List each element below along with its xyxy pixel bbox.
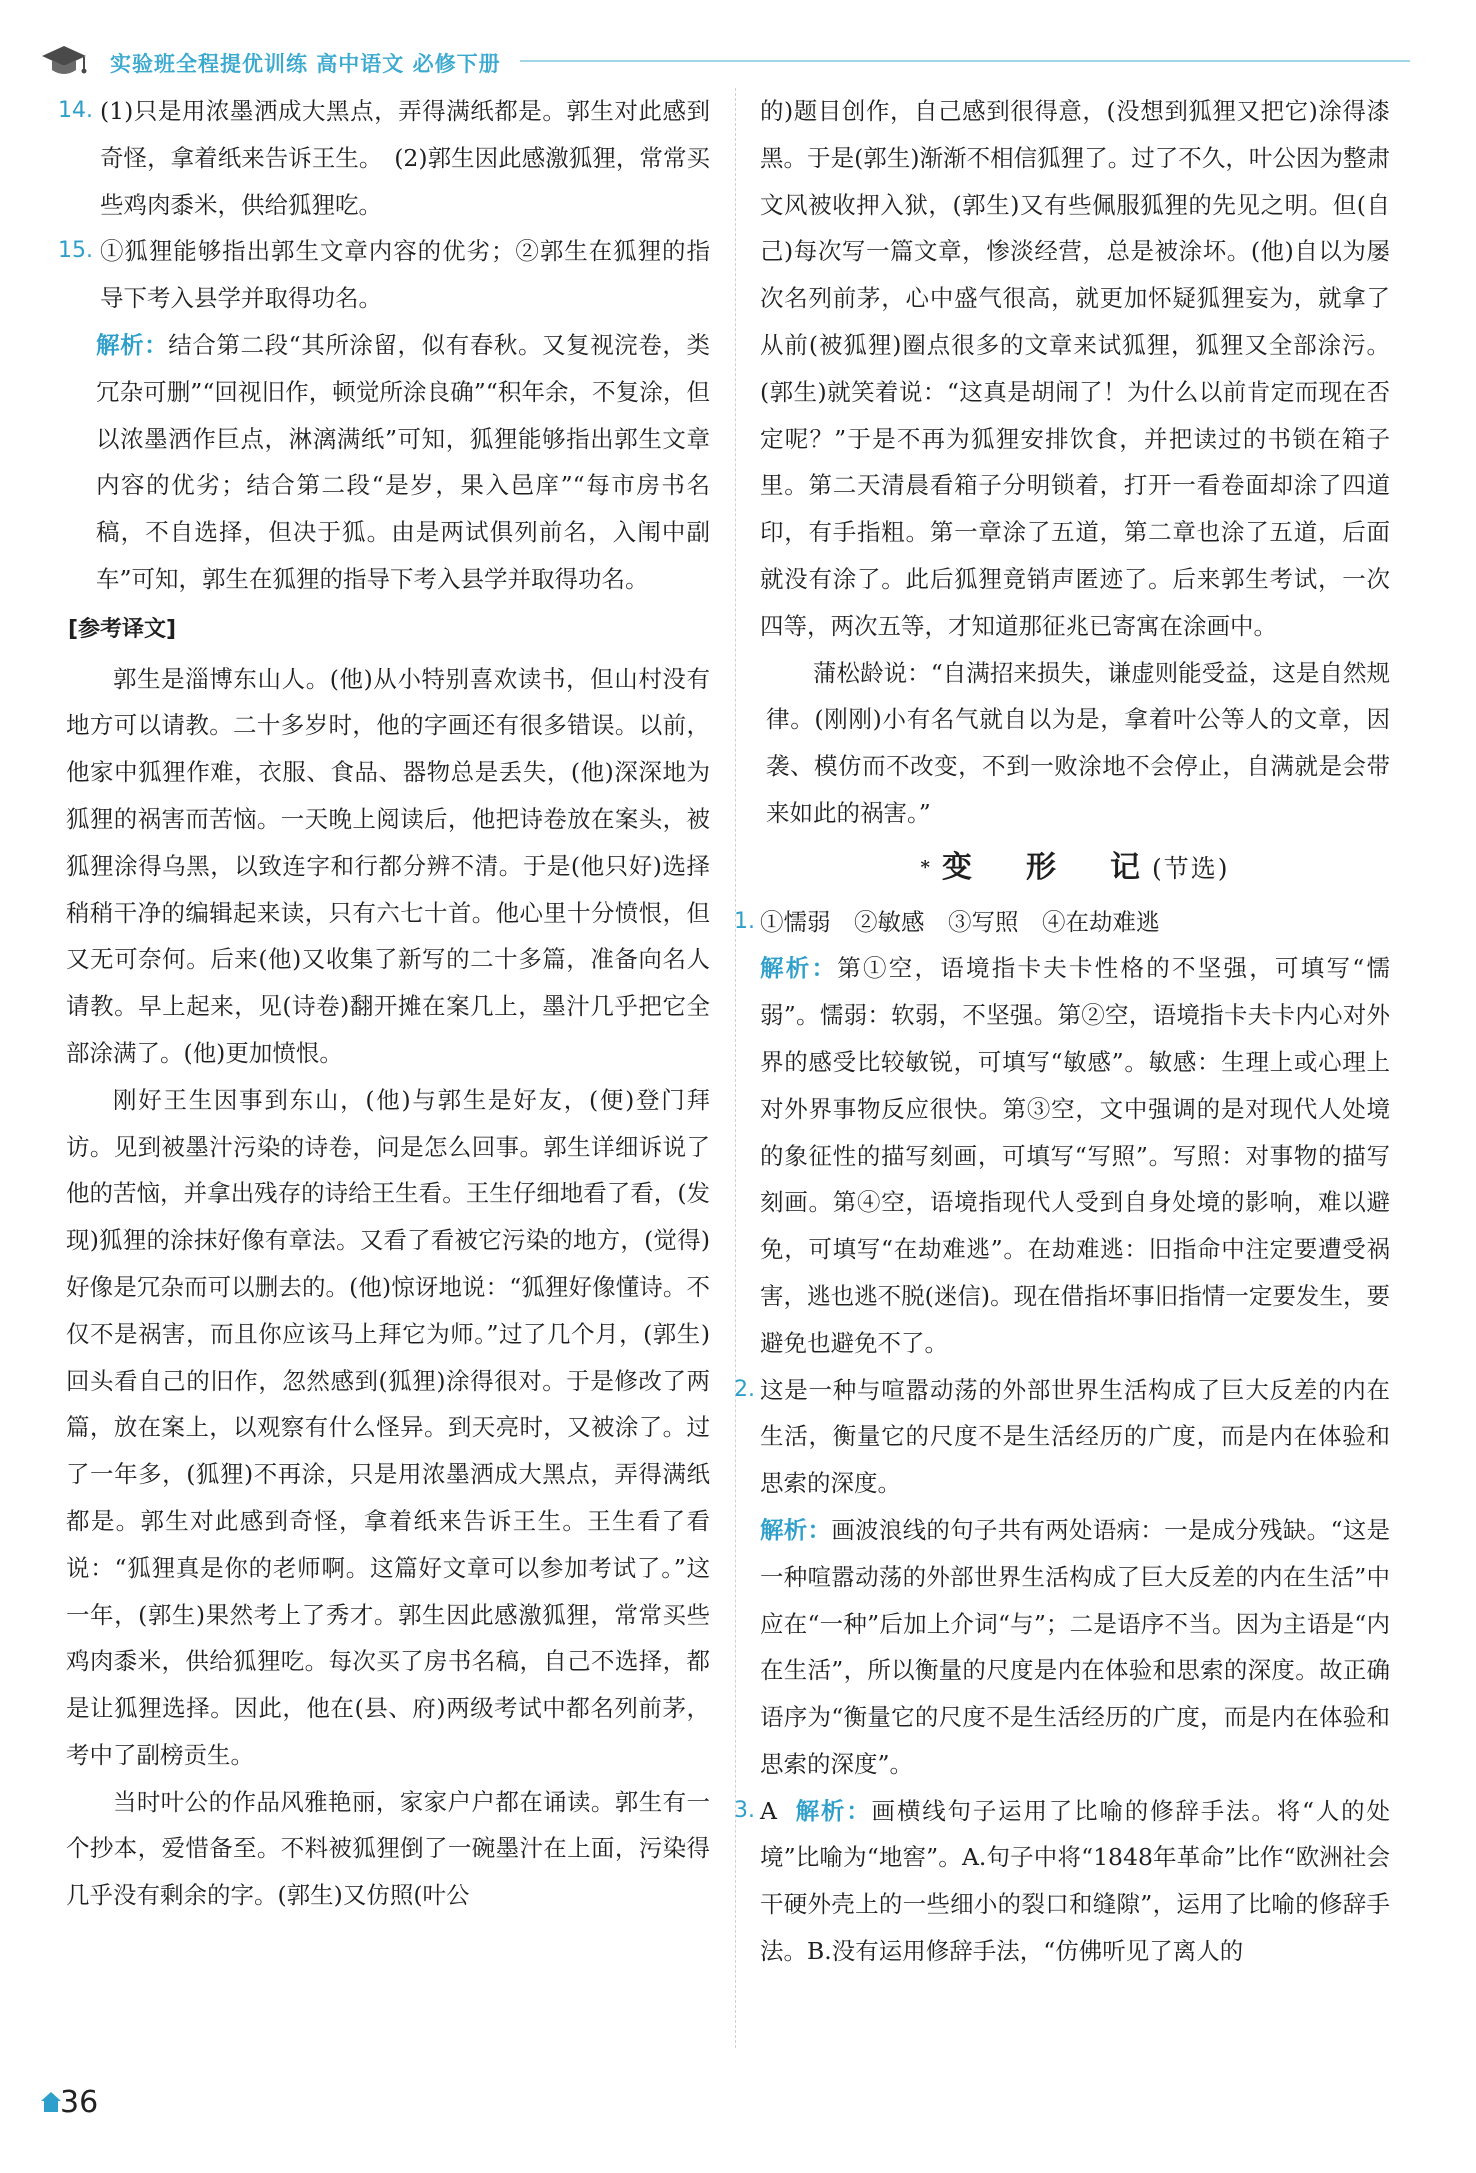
analysis-text: 画横线句子运用了比喻的修辞手法。将“人的处境”比喻为“地窖”。A.句子中将“1848年革命”比作“欧洲社会干硬外壳上的一些细小的裂口和缝隙”，运用了比喻的修辞手法。B.没有运用修辞手法，“仿佛听见了离人的	[760, 1796, 1390, 1966]
answer-number: 14.	[58, 98, 93, 123]
analysis-text: 第①空，语境指卡夫卡性格的不坚强，可填写“懦弱”。懦弱：软弱，不坚强。第②空，语境指卡夫卡内心对外界的感受比较敏锐，可填写“敏感”。敏感：生理上或心理上对外界事物反应很快。第③空，文中强调的是对现代人处境的象征性的描写刻画，可填写“写照”。写照：对事物的描写刻画。第④空，语境指现代人受到自身处境的影响，难以避免，可填写“在劫难逃”。在劫难逃：旧指命中注定要遭受祸害，逃也逃不脱(迷信)。现在借指坏事旧指情一定要发生，要避免也避免不了。	[760, 954, 1390, 1357]
analysis-label: 解析：	[96, 330, 169, 359]
analysis-1	[760, 945, 1390, 1366]
answer-14	[60, 88, 710, 228]
header-rule	[520, 60, 1410, 62]
column-divider	[735, 88, 736, 2048]
answer-1	[734, 899, 1390, 946]
answer-3	[734, 1788, 1390, 1975]
answer-2	[734, 1367, 1390, 1507]
translation-paragraph: 郭生是淄博东山人。(他)从小特别喜欢读书，但山村没有地方可以请教。二十多岁时，他的字画还有很多错误。以前，他家中狐狸作难，衣服、食品、器物总是丢失，(他)深深地为狐狸的祸害而苦恼。一天晚上阅读后，他把诗卷放在案头，被狐狸涂得乌黑，以致连字和行都分辨不清。于是(他只好)选择稍稍干净的编辑起来读，只有六七十首。他心里十分愤恨，但又无可奈何。后来(他)又收集了新写的二十多篇，准备向名人请教。早上起来，见(诗卷)翻开摊在案几上，墨汁几乎把它全部涂满了。(他)更加愤恨。	[66, 664, 710, 1067]
answer-text: ①懦弱 ②敏感 ③写照 ④在劫难逃	[760, 907, 1160, 936]
right-column	[734, 88, 1391, 1975]
analysis-2	[760, 1507, 1390, 1788]
answer-text: ①狐狸能够指出郭生文章内容的优劣；②郭生在狐狸的指导下考入县学并取得功名。	[100, 237, 710, 313]
translation-paragraph: 蒲松龄说：“自满招来损失，谦虚则能受益，这是自然规律。(刚刚)小有名气就自以为是，拿着叶公等人的文章，因袭、模仿而不改变，不到一败涂地不会停止，自满就是会带来如此的祸害。”	[766, 658, 1390, 827]
analysis-text: 画波浪线的句子共有两处语病：一是成分残缺。“这是一种喧嚣动荡的外部世界生活构成了巨大反差的内在生活”中应在“一种”后加上介词“与”；二是语序不当。因为主语是“内在生活”，所以衡量的尺度是内在体验和思索的深度。故正确语序为“衡量它的尺度不是生活经历的广度，而是内在体验和思索的深度”。	[760, 1515, 1391, 1778]
page-number: 36	[60, 2085, 99, 2120]
analysis-label: 解析：	[795, 1796, 872, 1825]
section-title	[760, 845, 1390, 893]
analysis-15	[60, 322, 710, 603]
section-title-text: 变 形 记	[941, 849, 1152, 885]
answer-text: (1)只是用浓墨洒成大黑点，弄得满纸都是。郭生对此感到奇怪，拿着纸来告诉王生。 (2)郭生因此感激狐狸，常常买些鸡肉黍米，供给狐狸吃。	[100, 97, 710, 219]
answer-number: 1.	[734, 908, 755, 934]
analysis-label: 解析：	[760, 1515, 832, 1544]
series-title: 实验班全程提优训练 高中语文 必修下册	[110, 52, 501, 76]
section-subtitle: (节选)	[1151, 853, 1230, 883]
reference-translation-label: [参考译文]	[68, 616, 177, 642]
analysis-text: 结合第二段“其所涂留，似有春秋。又复视浣卷，类冗杂可删”“回视旧作，顿觉所涂良确”“积年余，不复涂，但以浓墨洒作巨点，淋漓满纸”可知，狐狸能够指出郭生文章内容的优劣；结合第二段“是岁，果入邑庠”“每市房书名稿，不自选择，但决于狐。由是两试俱列前名，入闱中副车”可知，郭生在狐狸的指导下考入县学并取得功名。	[96, 330, 711, 593]
left-column	[60, 88, 710, 1919]
house-icon	[40, 2091, 62, 2113]
answer-number: 2.	[734, 1376, 755, 1402]
answer-number: 3.	[734, 1797, 755, 1823]
answer-number: 15.	[58, 238, 93, 264]
section-star: *	[920, 856, 942, 878]
page-header	[40, 42, 1410, 82]
answer-choice: A	[760, 1796, 777, 1825]
translation-paragraph: 刚好王生因事到东山，(他)与郭生是好友，(便)登门拜访。见到被墨汁污染的诗卷，问是怎么回事。郭生详细诉说了他的苦恼，并拿出残存的诗给王生看。王生仔细地看了看，(发现)狐狸的涂抹好像有章法。又看了看被它污染的地方，(觉得)好像是冗杂而可以删去的。(他)惊讶地说：“狐狸好像懂诗。不仅不是祸害，而且你应该马上拜它为师。”过了几个月，(郭生)回头看自己的旧作，忽然感到(狐狸)涂得很对。于是修改了两篇，放在案上，以观察有什么怪异。到天亮时，又被涂了。过了一年多，(狐狸)不再涂，只是用浓墨洒成大黑点，弄得满纸都是。郭生对此感到奇怪，拿着纸来告诉王生。王生看了看说：“狐狸真是你的老师啊。这篇好文章可以参加考试了。”这一年，(郭生)果然考上了秀才。郭生因此感激狐狸，常常买些鸡肉黍米，供给狐狸吃。每次买了房书名稿，自己不选择，都是让狐狸选择。因此，他在(县、府)两级考试中都名列前茅，考中了副榜贡生。	[66, 1085, 710, 1769]
analysis-label: 解析：	[760, 954, 838, 983]
answer-text: 这是一种与喧嚣动荡的外部世界生活构成了巨大反差的内在生活，衡量它的尺度不是生活经历的广度，而是内在体验和思索的深度。	[760, 1375, 1390, 1498]
answer-15	[60, 228, 710, 322]
translation-paragraph: 的)题目创作，自己感到很得意，(没想到狐狸又把它)涂得漆黑。于是(郭生)渐渐不相信狐狸了。过了不久，叶公因为整肃文风被收押入狱，(郭生)又有些佩服狐狸的先见之明。但(自己)每次写一篇文章，惨淡经营，总是被涂坏。(他)自以为屡次名列前茅，心中盛气很高，就更加怀疑狐狸妄为，就拿了从前(被狐狸)圈点很多的文章来试狐狸，狐狸又全部涂污。(郭生)就笑着说：“这真是胡闹了！为什么以前肯定而现在否定呢？”于是不再为狐狸安排饮食，并把读过的书锁在箱子里。第二天清晨看箱子分明锁着，打开一看卷面却涂了四道印，有手指粗。第一章涂了五道，第二章也涂了五道，后面就没有涂了。此后狐狸竟销声匿迹了。后来郭生考试，一次四等，两次五等，才知道那征兆已寄寓在涂画中。	[760, 97, 1390, 640]
translation-paragraph: 当时叶公的作品风雅艳丽，家家户户都在诵读。郭生有一个抄本，爱惜备至。不料被狐狸倒了一碗墨汁在上面，污染得几乎没有剩余的字。(郭生)又仿照(叶公	[66, 1787, 710, 1910]
graduation-cap-icon	[40, 42, 88, 80]
